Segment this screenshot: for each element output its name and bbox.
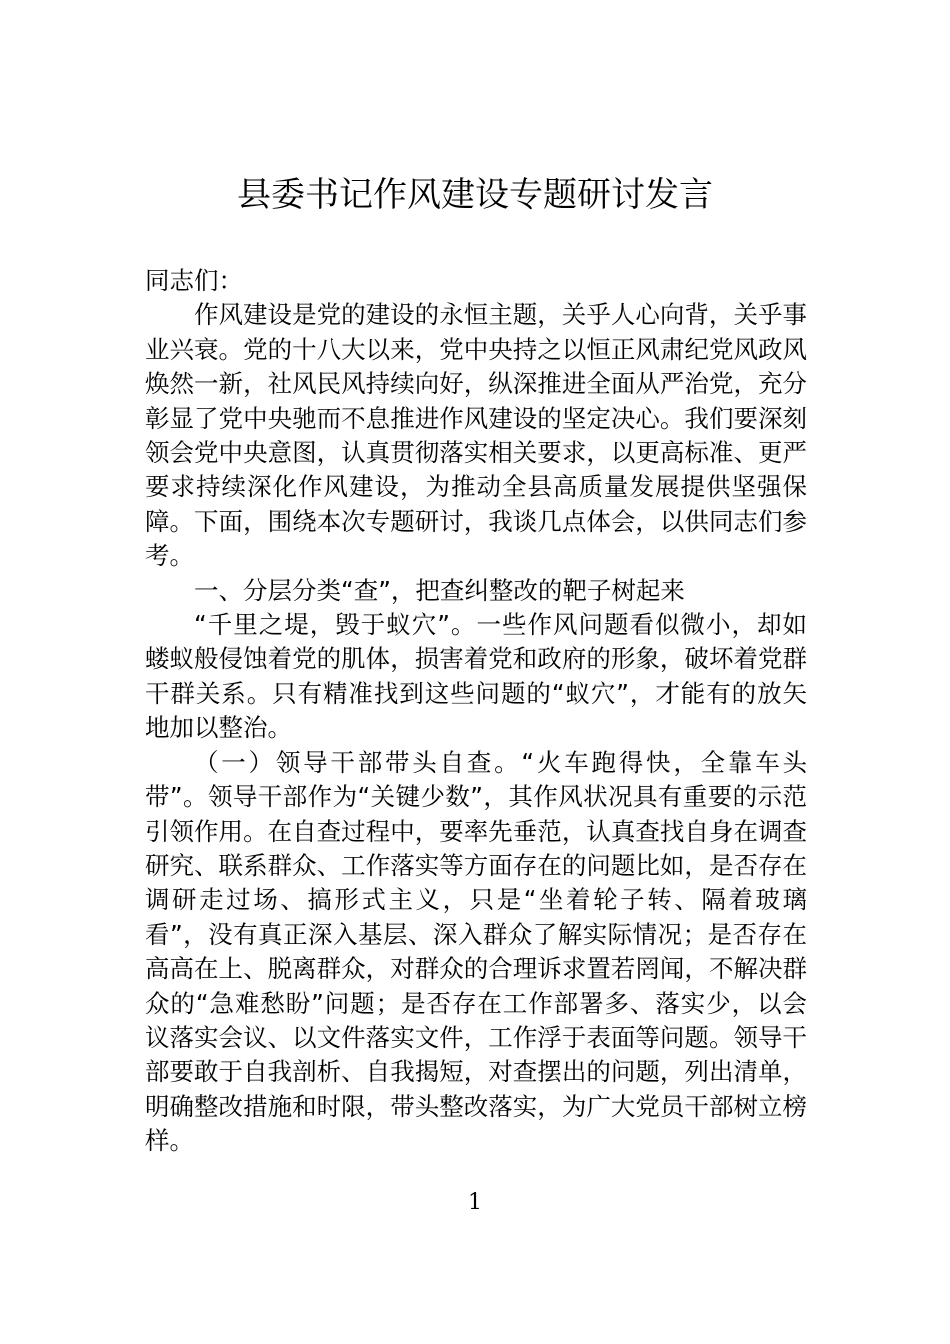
page-number: 1 (468, 1190, 482, 1215)
paragraph-section-1: “千里之堤，毁于蚁穴”。一些作风问题看似微小，却如蝼蚁般侵蚀着党的肌体，损害着党和政府的形象，破坏着党群干群关系。只有精准找到这些问题的“蚁穴”，才能有的放矢地加以整治。 (145, 610, 807, 743)
paragraph-intro: 作风建设是党的建设的永恒主题，关乎人心向背，关乎事业兴衰。党的十八大以来，党中央持之以恒正风肃纪党风政风焕然一新，社风民风持续向好，纵深推进全面从严治党，充分彰显了党中央驰而不息推进作风建设的坚定决心。我们要深刻领会党中央意图，认真贯彻落实相关要求，以更高标准、更严要求持续深化作风建设，为推动全县高质量发展提供坚强保障。下面，围绕本次专题研讨，我谈几点体会，以供同志们参考。 (145, 300, 807, 571)
document-body (145, 264, 807, 1159)
salutation: 同志们： (145, 266, 243, 295)
document-title: 县委书记作风建设专题研讨发言 (237, 175, 713, 215)
section-heading-1: 一、分层分类“查”，把查纠整改的靶子树起来 (194, 575, 685, 605)
paragraph-subsection-1: （一）领导干部带头自查。“火车跑得快，全靠车头带”。领导干部作为“关键少数”，其作风状况具有重要的示范引领作用。在自查过程中，要率先垂范，认真查找自身在调查研究、联系群众、工作落实等方面存在的问题比如，是否存在调研走过场、搞形式主义，只是“坐着轮子转、隔着玻璃看”，没有真正深入基层、深入群众了解实际情况；是否存在高高在上、脱离群众，对群众的合理诉求置若罔闻，不解决群众的“急难愁盼”问题；是否存在工作部署多、落实少，以会议落实会议、以文件落实文件，工作浮于表面等问题。领导干部要敢于自我剖析、自我揭短，对查摆出的问题，列出清单，明确整改措施和时限，带头整改落实，为广大党员干部树立榜样。 (145, 747, 807, 1156)
